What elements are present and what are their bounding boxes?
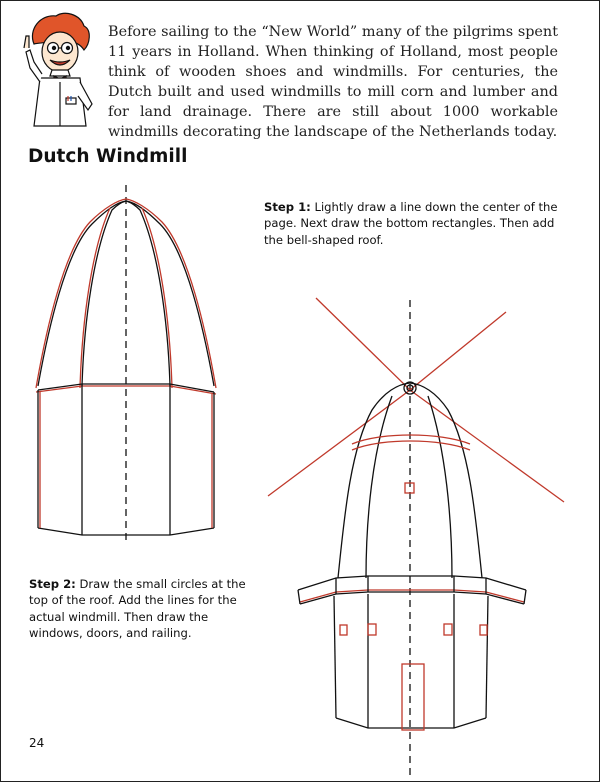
intro-paragraph: Before sailing to the “New World” many of the pilgrims spent 11 years in Holland. When thinking of Holland, most people think of wooden shoes and windmills. For centuries, the Dutch built and used windmills to mill corn and lumber and for land drainage. There are still about 1000 workable windmills decorating the landscape of the Netherlands today. (108, 24, 558, 140)
step-2-label: Step 2: (29, 577, 76, 591)
railing (298, 576, 526, 590)
window (340, 625, 347, 635)
step-2-text: Draw the small circles at the top of the roof. Add the lines for the actual windmill. Then draw the windows, doors, and railing. (29, 577, 246, 640)
page-title: Dutch Windmill (28, 146, 188, 167)
door (402, 664, 424, 730)
step-1-text: Lightly draw a line down the center of the page. Next draw the bottom rectangles. Then add the bell-shaped roof. (264, 200, 558, 247)
sail-arm (316, 298, 410, 390)
step-1-label: Step 1: (264, 200, 311, 214)
page-number: 24 (29, 736, 45, 750)
